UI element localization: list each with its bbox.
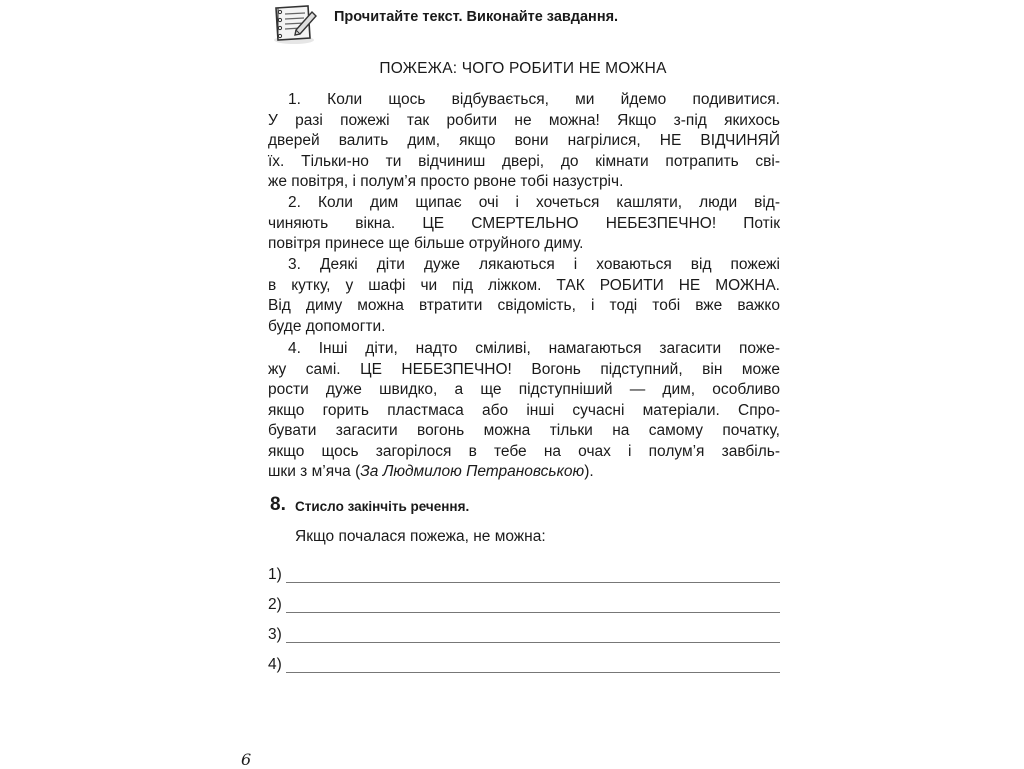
paragraph-3 bbox=[268, 255, 780, 337]
notebook-pencil-icon bbox=[268, 2, 320, 46]
text-line: жу самі. ЦЕ НЕБЕЗПЕЧНО! Вогонь підступний, він може bbox=[268, 360, 780, 378]
text-line: 4. Інші діти, надто сміливі, намагаються загасити поже- bbox=[288, 340, 780, 357]
answer-row-1 bbox=[268, 566, 780, 588]
text-line: же повітря, і полум’я просто рвоне тобі назустріч. bbox=[268, 173, 624, 190]
answer-row-3 bbox=[268, 626, 780, 648]
paragraph-1 bbox=[268, 90, 780, 193]
page-number: 6 bbox=[241, 750, 252, 769]
text-line: 1. Коли щось відбувається, ми йдемо подивитися. bbox=[288, 91, 780, 108]
answer-label: 2) bbox=[268, 596, 282, 613]
text-line: 3. Деякі діти дуже лякаються і ховаються від пожежі bbox=[288, 256, 780, 273]
text-line-with-source bbox=[268, 462, 780, 483]
text-line: їх. Тільки-но ти відчиниш двері, до кімнати потрапить сві- bbox=[268, 152, 780, 170]
text-fragment: ). bbox=[584, 463, 594, 480]
answer-label: 3) bbox=[268, 626, 282, 643]
exercise-number: 8. bbox=[270, 494, 286, 515]
exercise-instruction: Стисло закінчіть речення. bbox=[295, 499, 470, 514]
text-line: чиняють вікна. ЦЕ СМЕРТЕЛЬНО НЕБЕЗПЕЧНО! Потік bbox=[268, 214, 780, 232]
text-line: в кутку, у шафі чи під ліжком. ТАК РОБИТИ НЕ МОЖНА. bbox=[268, 276, 780, 294]
source-citation: За Людмилою Петрановською bbox=[360, 463, 585, 480]
text-line: буде допомогти. bbox=[268, 317, 386, 335]
text-line: повітря принесе ще більше отруйного диму. bbox=[268, 235, 584, 252]
answer-line-4[interactable] bbox=[286, 672, 780, 673]
text-line: якщо щось загорілося в тебе на очах і полум’я завбіль- bbox=[268, 442, 780, 460]
answer-label: 4) bbox=[268, 656, 282, 673]
answer-row-2 bbox=[268, 596, 780, 618]
paragraph-2 bbox=[268, 193, 780, 255]
paragraph-4 bbox=[268, 339, 780, 483]
text-line: У разі пожежі так робити не можна! Якщо з-під якихось bbox=[268, 111, 780, 129]
text-fragment: шки з м’яча ( bbox=[268, 463, 361, 480]
text-title: ПОЖЕЖА: ЧОГО РОБИТИ НЕ МОЖНА bbox=[379, 60, 667, 77]
answer-line-3[interactable] bbox=[286, 642, 780, 643]
text-line: Від диму можна втратити свідомість, і тоді тобі вже важко bbox=[268, 297, 780, 314]
exercise-prompt: Якщо почалася пожежа, не можна: bbox=[295, 528, 546, 545]
text-line: дверей валить дим, якщо вони нагрілися, НЕ ВІДЧИНЯЙ bbox=[268, 132, 780, 149]
text-line: рости дуже швидко, а ще підступніший — дим, особливо bbox=[268, 381, 780, 398]
text-line: бувати загасити вогонь можна тільки на самому початку, bbox=[268, 422, 780, 439]
task-instruction: Прочитайте текст. Виконайте завдання. bbox=[334, 9, 619, 25]
text-line: якщо горить пластмаса або інші сучасні матеріали. Спро- bbox=[268, 401, 780, 419]
answer-line-1[interactable] bbox=[286, 582, 780, 583]
answer-line-2[interactable] bbox=[286, 612, 780, 613]
text-line: 2. Коли дим щипає очі і хочеться кашляти, люди від- bbox=[288, 194, 780, 211]
answer-row-4 bbox=[268, 656, 780, 678]
answer-label: 1) bbox=[268, 566, 282, 583]
